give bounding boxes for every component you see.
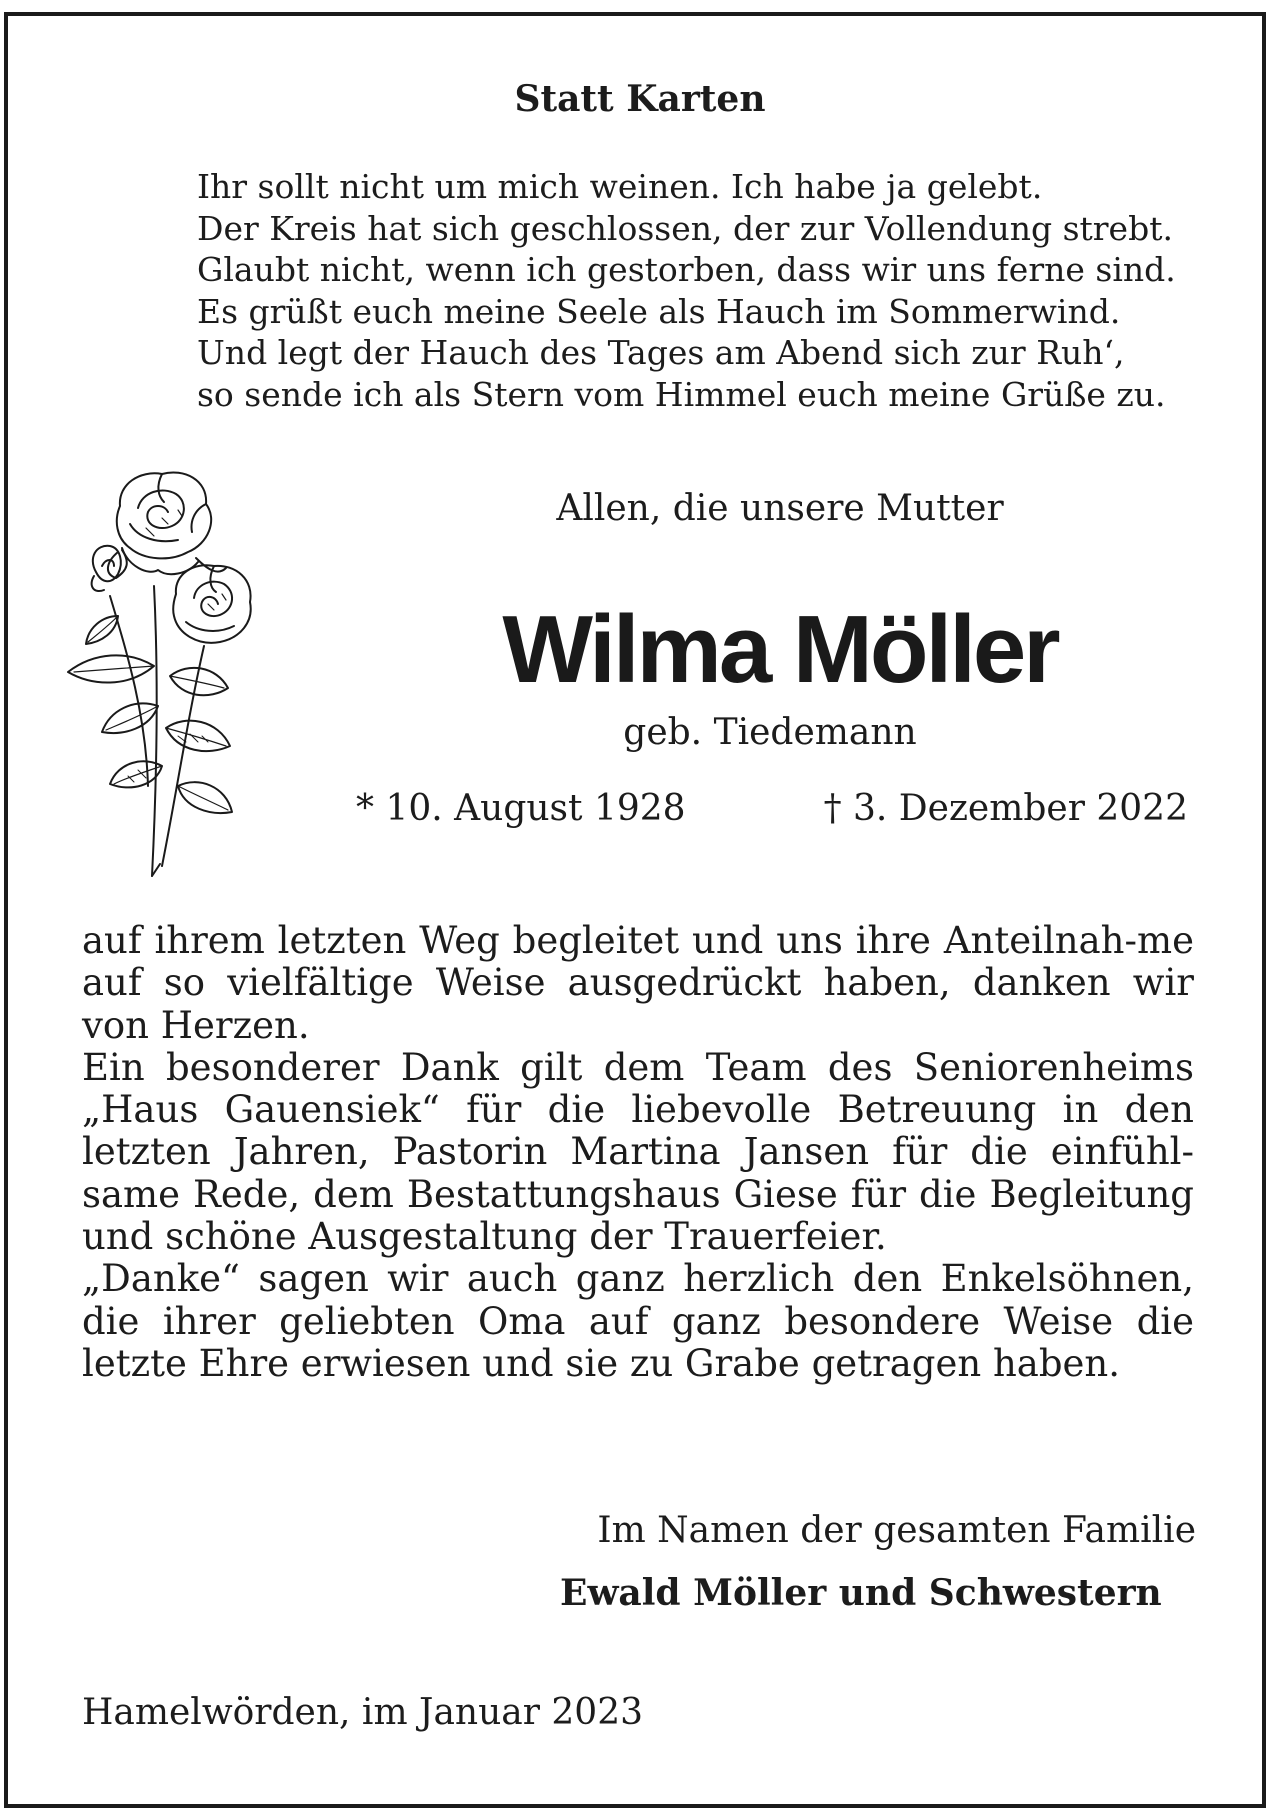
birth-date: * 10. August 1928 [356,788,686,829]
place-date: Hamelwörden, im Januar 2023 [82,1692,644,1733]
poem-line: Ihr sollt nicht um mich weinen. Ich habe ja gelebt. [197,167,1043,206]
rose-bouquet-icon [58,466,278,886]
poem-line: so sende ich als Stern vom Himmel euch meine Grüße zu. [197,374,1166,414]
death-date: † 3. Dezember 2022 [823,788,1188,829]
signature: Ewald Möller und Schwestern [560,1572,1162,1614]
deceased-name: Wilma Möller [502,596,1058,703]
body-paragraph: auf ihrem letzten Weg begleitet und uns ihre Anteilnah-me auf so vielfältige Weise ausgedrückt haben, danken wir von Herzen. [82,919,1194,1047]
notice-heading: Statt Karten [514,78,766,120]
poem-line: Und legt der Hauch des Tages am Abend sich zur Ruh‘, [197,333,1125,372]
poem-line: Es grüßt euch meine Seele als Hauch im Sommerwind. [197,291,1121,331]
family-line: Im Namen der gesamten Familie [597,1510,1196,1551]
poem-line: Glaubt nicht, wenn ich gestorben, dass wir uns ferne sind. [197,250,1176,289]
body-paragraph: Ein besonderer Dank gilt dem Team des Seniorenheims „Haus Gauensiek“ für die liebevolle Betreuung in den letzten Jahren, Pastorin Martina Jansen für die einfühlsame Rede, dem Bestattungshaus Giese für die Begleitung und schöne Ausgestaltung der Trauerfeier. [82,1045,1194,1259]
body-text [82,920,1194,1385]
maiden-name: geb. Tiedemann [623,712,917,753]
poem [197,166,1237,415]
poem-line: Der Kreis hat sich geschlossen, der zur Vollendung strebt. [197,208,1173,248]
intro-line: Allen, die unsere Mutter [556,488,1004,529]
body-paragraph: „Danke“ sagen wir auch ganz herzlich den Enkelsöhnen, die ihrer geliebten Oma auf ganz besondere Weise die letzte Ehre erwiesen und sie zu Grabe getragen haben. [82,1257,1194,1385]
